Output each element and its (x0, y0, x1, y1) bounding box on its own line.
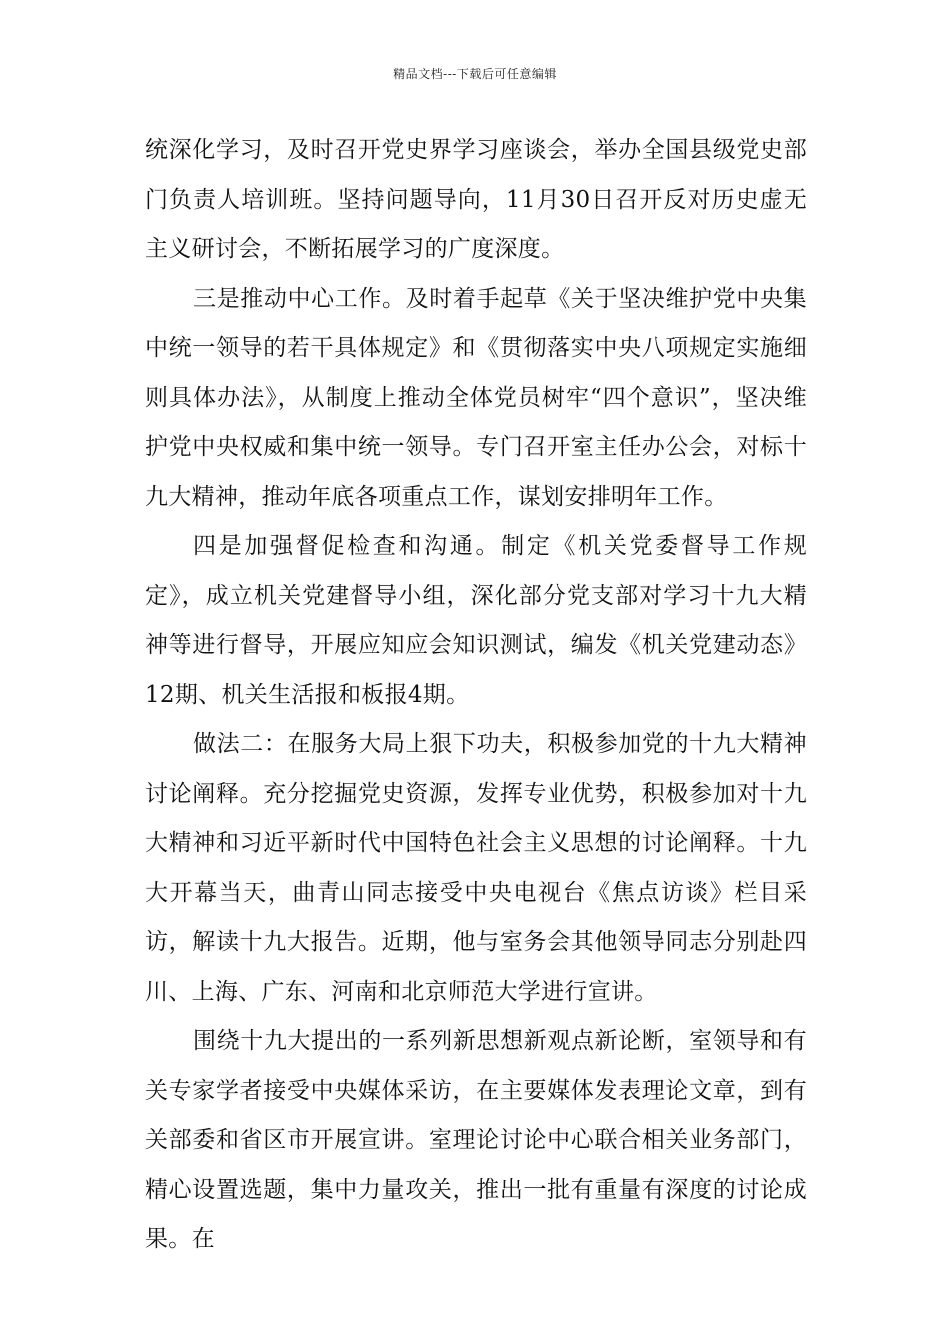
page-header: 精品文档---下载后可任意编辑 (393, 67, 557, 81)
paragraph-point-four: 四是加强督促检查和沟通。制定《机关党委督导工作规定》，成立机关党建督导小组，深化部分党支部对学习十九大精神等进行督导，开展应知应会知识测试，编发《机关党建动态》12期、机关生活报和板报4期。 (145, 533, 807, 708)
paragraph-continuation: 统深化学习，及时召开党史界学习座谈会，举办全国县级党史部门负责人培训班。坚持问题导向，11月30日召开反对历史虚无主义研讨会，不断拓展学习的广度深度。 (145, 137, 807, 262)
paragraph-method-two: 做法二：在服务大局上狠下功夫，积极参加党的十九大精神讨论阐释。充分挖掘党史资源，发挥专业优势，积极参加对十九大精神和习近平新时代中国特色社会主义思想的讨论阐释。十九大开幕当天，曲青山同志接受中央电视台《焦点访谈》栏目采访，解读十九大报告。近期，他与室务会其他领导同志分别赴四川、上海、广东、河南和北京师范大学进行宣讲。 (145, 731, 807, 1005)
paragraph-nineteenth-congress: 围绕十九大提出的一系列新思想新观点新论断，室领导和有关专家学者接受中央媒体采访，在主要媒体发表理论文章，到有关部委和省区市开展宣讲。室理论讨论中心联合相关业务部门，精心设置选题，集中力量攻关，推出一批有重量有深度的讨论成果。在 (145, 1028, 807, 1252)
document-body (145, 126, 807, 1265)
paragraph-point-three: 三是推动中心工作。及时着手起草《关于坚决维护党中央集中统一领导的若干具体规定》和《贯彻落实中央八项规定实施细则具体办法》，从制度上推动全体党员树牢“四个意识”，坚决维护党中央权威和集中统一领导。专门召开室主任办公会，对标十九大精神，推动年底各项重点工作，谋划安排明年工作。 (145, 285, 807, 510)
